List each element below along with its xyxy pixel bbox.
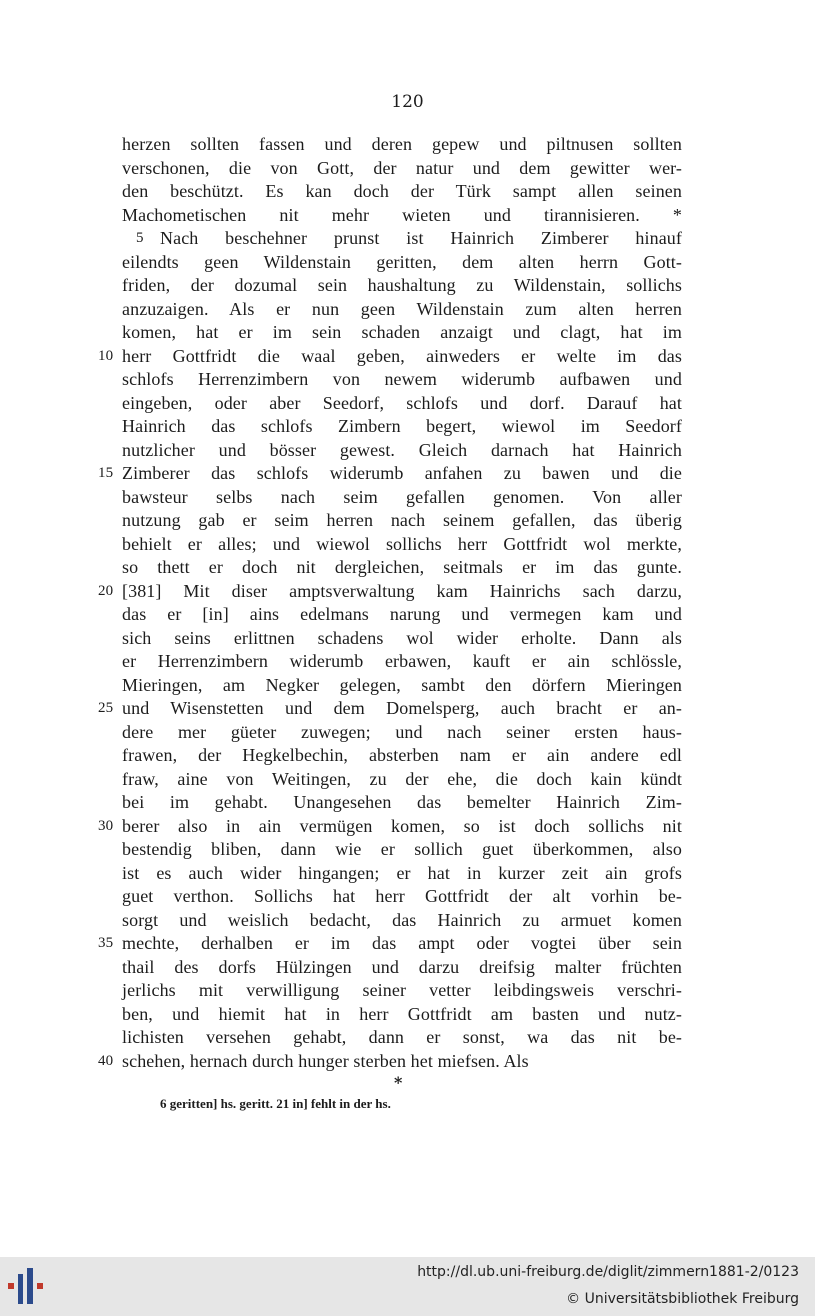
line-number: 35 [98, 935, 114, 951]
line-text: fraw, aine von Weitingen, zu der ehe, die doch kain kündt [122, 768, 682, 789]
text-line [122, 227, 682, 251]
line-text: jerlichs mit verwilligung seiner vetter leibdingsweis verschri- [122, 980, 682, 1000]
line-text: dere mer güeter zuwegen; und nach seiner ersten haus- [122, 721, 682, 742]
line-number: 15 [98, 465, 114, 481]
text-line [122, 251, 682, 275]
page-number: 120 [391, 92, 424, 112]
text-line [122, 486, 682, 510]
text-line [122, 603, 682, 627]
line-number: 20 [98, 582, 114, 599]
text-line [122, 204, 682, 228]
line-text: schehen, hernach durch hunger sterben het miefsen. Als [122, 1050, 529, 1071]
line-text: bei im gehabt. Unangesehen das bemelter Hainrich Zim- [122, 792, 682, 812]
line-text: nutzung gab er seim herren nach seinem gefallen, das überig [122, 510, 682, 530]
text-line [122, 744, 682, 768]
text-line [122, 768, 682, 792]
text-line [122, 533, 682, 557]
line-text: und Wisenstetten und dem Domelsperg, auch bracht er an- [122, 698, 682, 718]
line-number: 40 [98, 1052, 114, 1069]
text-line [122, 1003, 682, 1027]
text-line [122, 274, 682, 298]
line-number: 30 [98, 817, 114, 834]
text-line [122, 885, 682, 909]
text-line [122, 627, 682, 651]
text-line [122, 556, 682, 580]
footnote: 6 geritten] hs. geritt. 21 in] fehlt in der hs. [160, 1096, 391, 1111]
text-line [122, 650, 682, 674]
line-text: lichisten versehen gehabt, dann er sonst, wa das nit be- [122, 1027, 682, 1047]
text-line [98, 815, 682, 839]
line-text: Zimberer das schlofs widerumb anfahen zu bawen und die [122, 463, 682, 483]
line-text: sich seins erlittnen schadens wol wider erholte. Dann als [122, 627, 682, 648]
line-text: den beschützt. Es kan doch der Türk sampt allen seinen [122, 181, 682, 201]
line-text: herzen sollten fassen und deren gepew und piltnusen sollten [122, 134, 682, 154]
line-text: so thett er doch nit dergleichen, seitmals er im das gunte. [122, 557, 682, 577]
line-text: friden, der dozumal sein haushaltung zu Wildenstain, sollichs [122, 275, 682, 295]
text-line [122, 298, 682, 322]
line-text: sorgt und weislich bedacht, das Hainrich zu armuet komen [122, 909, 682, 930]
text-line [122, 368, 682, 392]
permalink-url[interactable]: http://dl.ub.uni-freiburg.de/diglit/zimmern1881-2/0123 [417, 1264, 799, 1280]
signature-mark: * [394, 1073, 403, 1092]
line-text: behielt er alles; und wiewol sollichs herr Gottfridt wol merkte, [122, 533, 682, 554]
text-line [122, 321, 682, 345]
text-line [98, 345, 682, 369]
line-text: bestendig bliben, dann wie er sollich guet überkommen, also [122, 839, 682, 859]
text-block [98, 133, 682, 1073]
line-text: ben, und hiemit hat in herr Gottfridt am basten und nutz- [122, 1003, 682, 1024]
text-line [98, 697, 682, 721]
text-line [98, 580, 682, 604]
text-line [122, 791, 682, 815]
line-text: thail des dorfs Hülzingen und darzu dreifsig malter früchten [122, 956, 682, 977]
text-line [122, 909, 682, 933]
line-text: eilendts geen Wildenstain geritten, dem alten herrn Gott- [122, 251, 682, 272]
line-text: komen, hat er im sein schaden anzaigt und clagt, hat im [122, 322, 682, 342]
line-text: Hainrich das schlofs Zimbern begert, wiewol im Seedorf [122, 416, 682, 436]
text-line [122, 439, 682, 463]
line-text: mechte, derhalben er im das ampt oder vogtei über sein [122, 933, 682, 953]
text-line [122, 1026, 682, 1050]
text-line [122, 862, 682, 886]
line-text: Nach beschehner prunst ist Hainrich Zimberer hinauf [160, 228, 682, 248]
footer-bar [0, 1257, 815, 1316]
line-text: frawen, der Hegkelbechin, absterben nam er ain andere edl [122, 745, 682, 765]
line-text: verschonen, die von Gott, der natur und dem gewitter wer- [122, 157, 682, 178]
line-text: Mieringen, am Negker gelegen, sambt den dörfern Mieringen [122, 674, 682, 695]
line-text: guet verthon. Sollichs hat herr Gottfridt der alt vorhin be- [122, 886, 682, 906]
text-line [122, 415, 682, 439]
line-number: 5 [136, 230, 144, 246]
line-text: herr Gottfridt die waal geben, ainweders er welte im das [122, 345, 682, 366]
line-number: 10 [98, 347, 114, 364]
library-logo-icon [8, 1266, 54, 1308]
line-number: 25 [98, 700, 114, 716]
line-text: berer also in ain vermügen komen, so ist doch sollichs nit [122, 815, 682, 836]
text-line [98, 462, 682, 486]
text-line [98, 1050, 682, 1074]
text-line [122, 157, 682, 181]
line-text: schlofs Herrenzimbern von newem widerumb aufbawen und [122, 369, 682, 389]
copyright-notice: © Universitätsbibliothek Freiburg [566, 1291, 799, 1307]
text-line [122, 838, 682, 862]
text-line [122, 509, 682, 533]
text-line [98, 932, 682, 956]
line-text: nutzlicher und bösser gewest. Gleich darnach hat Hainrich [122, 439, 682, 460]
line-text: [381] Mit diser amptsverwaltung kam Hainrichs sach darzu, [122, 580, 682, 601]
line-text: bawsteur selbs nach seim gefallen genomen. Von aller [122, 486, 682, 507]
text-line [122, 721, 682, 745]
line-text: anzuzaigen. Als er nun geen Wildenstain zum alten herren [122, 298, 682, 319]
line-text: Machometischen nit mehr wieten und tirannisieren. * [122, 204, 682, 225]
line-text: er Herrenzimbern widerumb erbawen, kauft er ain schlössle, [122, 651, 682, 671]
text-line [122, 133, 682, 157]
line-text: ist es auch wider hingangen; er hat in kurzer zeit ain grofs [122, 862, 682, 883]
line-text: das er [in] ains edelmans narung und vermegen kam und [122, 604, 682, 624]
text-line [122, 180, 682, 204]
text-line [122, 956, 682, 980]
text-line [122, 979, 682, 1003]
text-line [122, 392, 682, 416]
text-line [122, 674, 682, 698]
line-text: eingeben, oder aber Seedorf, schlofs und dorf. Darauf hat [122, 392, 682, 413]
